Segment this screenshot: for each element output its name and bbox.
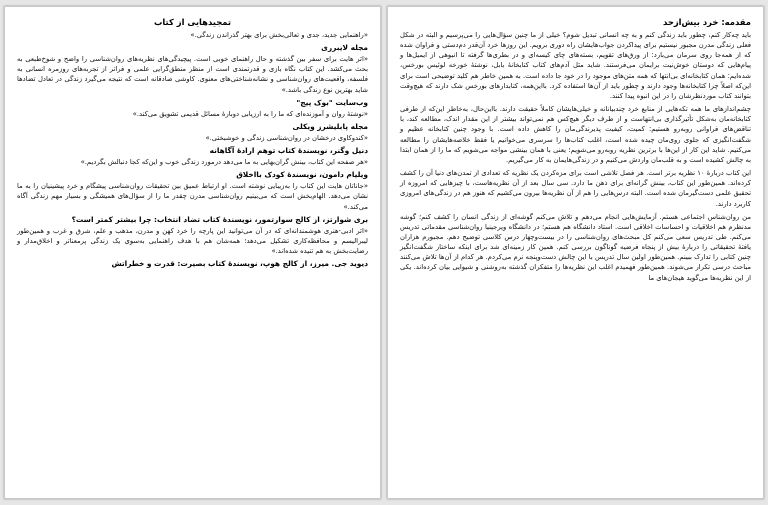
- review-source: دیوید جی. میرز، از کالج هوپ، نویسندهٔ کتاب بصیرت: قدرت و خطراتش: [111, 259, 368, 269]
- review-source: مجله پابلیشرز ویکلی: [292, 121, 368, 131]
- review-quote: «کندوکاوی درخشان در روان‌شناسی زندگی و خوشبختی.»: [205, 133, 368, 142]
- intro-paragraph: چشم‌اندازهای ما همه تکه‌هایی از منابع خرد چندبیانانه و خیلی‌هایشان کاملاً حقیقت دارند. بااین‌حال، به‌خاطر این‌که از طرفی کتابخانه‌مان به‌شکل تأثیرگذاری بی‌انتهاست و از طرف دیگر هیچ‌کس هم نمی‌تواند بیشتر از این مقدار اندک، مطالعه کند، با تناقض‌های فراوانی روبه‌رو هستیم: کمیت، کیفیت پذیرندگی‌مان را کاهش داده است. با وجود چنین کتابخانه عظیم و شگفت‌انگیزی که جلوی روی‌مان چیده شده است، اغلب کتاب‌ها را سرسری می‌خوانیم یا فقط خلاصه‌هایشان را مطالعه می‌کنیم. شاید این کار از این‌ها با برترین نظریه روبه‌رو می‌شویم؛ یعنی با همان بینشی مواجه می‌شویم که ما را از همان ابتدا به چالش کشیده است و به قلب‌مان واردش می‌کنیم و در زندگی‌هایمان به کار می‌گیریم.: [400, 105, 751, 164]
- review-quote: «نوشتهٔ روان و آموزنده‌ای که ما را به ارزیابی دوبارهٔ مسائل قدیمی تشویق می‌کند.»: [132, 109, 368, 118]
- review-source: وب‌سایت "بوک پیج": [296, 97, 368, 107]
- review-source: دنیل وگنر، نویسندهٔ کتاب توهم ارادهٔ آگاهانه: [209, 146, 368, 156]
- left-page-title: تمجیدهایی از کتاب: [154, 17, 231, 27]
- review-quote: «اثر هایت برای سفر بین گذشته و حال راهنمای خوبی است. پیچیدگی‌های نظریه‌های روان‌شناسی را واضح و شوخ‌طبعی به بحث می‌کشد. این کتاب نگاه بازی و قدرتمندی است از منظر منطق‌گرایی علمی و فراتر از تجربه‌های روزمره انسانی به فلسفه، واقعیت‌های روان‌شناسی و نشانه‌شناختی‌های معنوی. کاوشی صادقانه است که نتیجه می‌گیرد زندگی در تعادل تضادها شاید بهترین نوع زندگی باشد.»: [17, 55, 368, 94]
- review-quote: «راهنمایی جدید، جدی و تعالی‌بخش برای بهتر گذراندن زندگی.»: [190, 31, 368, 39]
- right-page: [387, 6, 764, 499]
- review-quote: «جاناتان هایت این کتاب را به‌زیبایی نوشته است. او ارتباط عمیق بین تحقیقات روان‌شناسی پیشگام و خرد پیشینیان را به ما نشان می‌دهد. الهام‌بخش است که می‌بینیم روان‌شناسی مدرن چقدر ما را از سؤال‌های همیشگی و بسیار مهم زندگی آگاه می‌کند.»: [17, 182, 368, 211]
- intro-paragraph: من روان‌شناس اجتماعی هستم. آزمایش‌هایی انجام می‌دهم و تلاش می‌کنم گوشه‌ای از زندگی انسان را کشف کنم؛ گوشه مدنظرم هم اخلاقیات و احساسات اخلاقی است. استاد دانشگاه هم هستم؛ در دانشگاه ویرجینیا روان‌شناسی مقدماتی تدریس می‌کنم. طی تدریس سعی می‌کنم کل مبحث‌های روان‌شناسی را در بیست‌وچهار درس کلاسی توضیح دهم. مجبورم هزاران یافتهٔ تحقیقاتی را دربارهٔ بیش از پنجاه فرضیه گوناگون بررسی کنم. همین کار زمینه‌ای شد برای اینکه ساختار شگفت‌انگیز چنین کتابی را تدارک ببینم. همین‌طور اولین سال تدریس با این چالش دست‌وپنجه نرم می‌کردم. هر کدام از آن‌ها تلاش می‌کنند مباحث درسی تکرار می‌شوند. همین‌طور فهمیدم اغلب این نظریه‌ها را متفکران گذشته به‌روشنی و شیوایی بیان کرده‌اند. یکی از این نظریه‌ها می‌گوید هیجان‌های ما: [400, 212, 751, 282]
- intro-paragraph: باید چه‌کار کنم، چطور باید زندگی کنم و به چه انسانی تبدیل شوم؟ خیلی از ما چنین سؤال‌هایی را می‌پرسیم و البته در شکل فعلی زندگی مدرن مجبور نیستیم برای پیداکردن جواب‌هایشان راه دوری برویم. این روزها خرد آن‌قدر دم‌دستی و فراوان شده که از همه‌جا روی سرمان می‌بارد: از ورق‌های تقویم، بسته‌های چای کیسه‌ای و در بطری‌ها گرفته تا انبوهی از ایمیل‌ها و پیام‌هایی که دوستان خوش‌نیت برایمان می‌فرستند. شاید مثل آدم‌های کتاب کتابخانهٔ بابل، نوشتهٔ خورخه لوئیس بورخس، شده‌ایم: همان کتابخانه‌ای بی‌انتها که همه متن‌های موجود را در خود جا داده است. به همین خاطر هم کلید توضیحی است برای این‌که اصلاً چرا کتابخانه‌ها وجود دارند و چطور باید از آن‌ها استفاده کرد. بااین‌همه، کتابدارهای بورخس شک دارند که هیچ‌وقت بتوانند کتاب موردنظرشان را در این انبوه پیدا کنند.: [400, 31, 751, 100]
- left-page: [4, 6, 381, 499]
- review-source: مجله لایبرری: [321, 43, 368, 53]
- review-quote: «اثر ادبی-هنری هوشمندانه‌ای که در آن می‌توانید این پارچه را خرد کهن و مدرن، مذهب و علم، شرق و غرب و همین‌طور لیبرالیسم و محافظه‌کاری تشکیل می‌دهد؛ همه‌شان هم با هدف راهنمایی به‌سوی یک زندگی پرمعناتر و اخلاق‌مدار و رضایت‌بخش به هم تنیده شده‌اند.»: [17, 226, 368, 256]
- right-page-title: مقدمه: خرد بیش‌ازحد: [662, 17, 751, 27]
- review-quote: «هر صفحه این کتاب، بینش گران‌بهایی به ما می‌دهد درمورد زندگی خوب و این‌که کجا دنبالش بگردیم.»: [80, 158, 368, 167]
- review-source: ویلیام دامون، نویسندهٔ کودک بااخلاق: [236, 170, 368, 180]
- intro-paragraph: این کتاب دربارهٔ ۱۰ نظریه برتر است. هر فصل تلاشی است برای مزه‌کردن یک نظریه که تعدادی از تمدن‌های دنیا آن را کشف کرده‌اند. همین‌طور این کتاب، بینش گرانه‌ای برای ذهن ما دارد. سی سال بعد از آن نظریه‌هاست، با چیزهایی که امروزه از تحقیق علمی دست‌گیرمان شده است. البته درس‌هایی را هم از آن نظریه‌ها بیرون می‌کشیم که هنوز هم در زندگی‌های امروزی کاربرد دارند.: [400, 169, 751, 208]
- review-source: بری شوارتز، از کالج سوارتمور، نویسندهٔ کتاب تضاد انتخاب: چرا بیشتر کمتر است؟: [71, 214, 368, 224]
